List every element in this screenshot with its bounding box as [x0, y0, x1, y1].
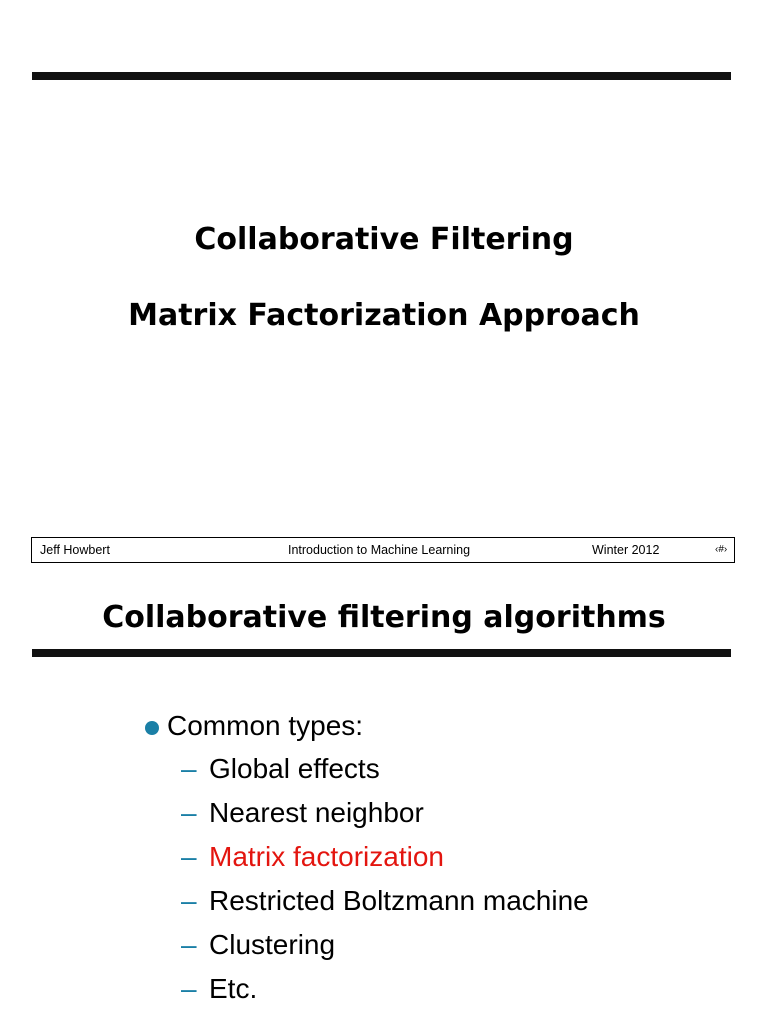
- sub-list-item-text: Etc.: [209, 973, 258, 1004]
- dash-icon: –: [181, 753, 197, 784]
- top-rule: [32, 72, 731, 80]
- dash-icon: –: [181, 885, 197, 916]
- dash-icon: –: [181, 929, 197, 960]
- dash-icon: –: [181, 973, 197, 1004]
- bullet-text: Common types:: [167, 710, 364, 741]
- bullet-dot-icon: [145, 721, 159, 735]
- title-rule: [32, 649, 731, 657]
- sub-list-item-text: Matrix factorization: [209, 841, 444, 872]
- sub-list-item-text: Clustering: [209, 929, 336, 960]
- slide-1-subtitle: Matrix Factorization Approach: [128, 298, 640, 333]
- sub-list-item-text: Nearest neighbor: [209, 797, 424, 828]
- dash-icon: –: [181, 797, 197, 828]
- sub-list-item-text: Restricted Boltzmann machine: [209, 885, 589, 916]
- footer-course: Introduction to Machine Learning: [288, 543, 471, 557]
- footer-page-number: ‹#›: [715, 544, 728, 555]
- footer-author: Jeff Howbert: [40, 543, 110, 557]
- footer-term: Winter 2012: [592, 543, 660, 557]
- slide-1-title: Collaborative Filtering: [194, 222, 574, 257]
- slide-2-title: Collaborative filtering algorithms: [102, 600, 666, 635]
- slide-footer: [31, 537, 735, 563]
- dash-icon: –: [181, 841, 197, 872]
- sub-list-item-text: Global effects: [209, 753, 380, 784]
